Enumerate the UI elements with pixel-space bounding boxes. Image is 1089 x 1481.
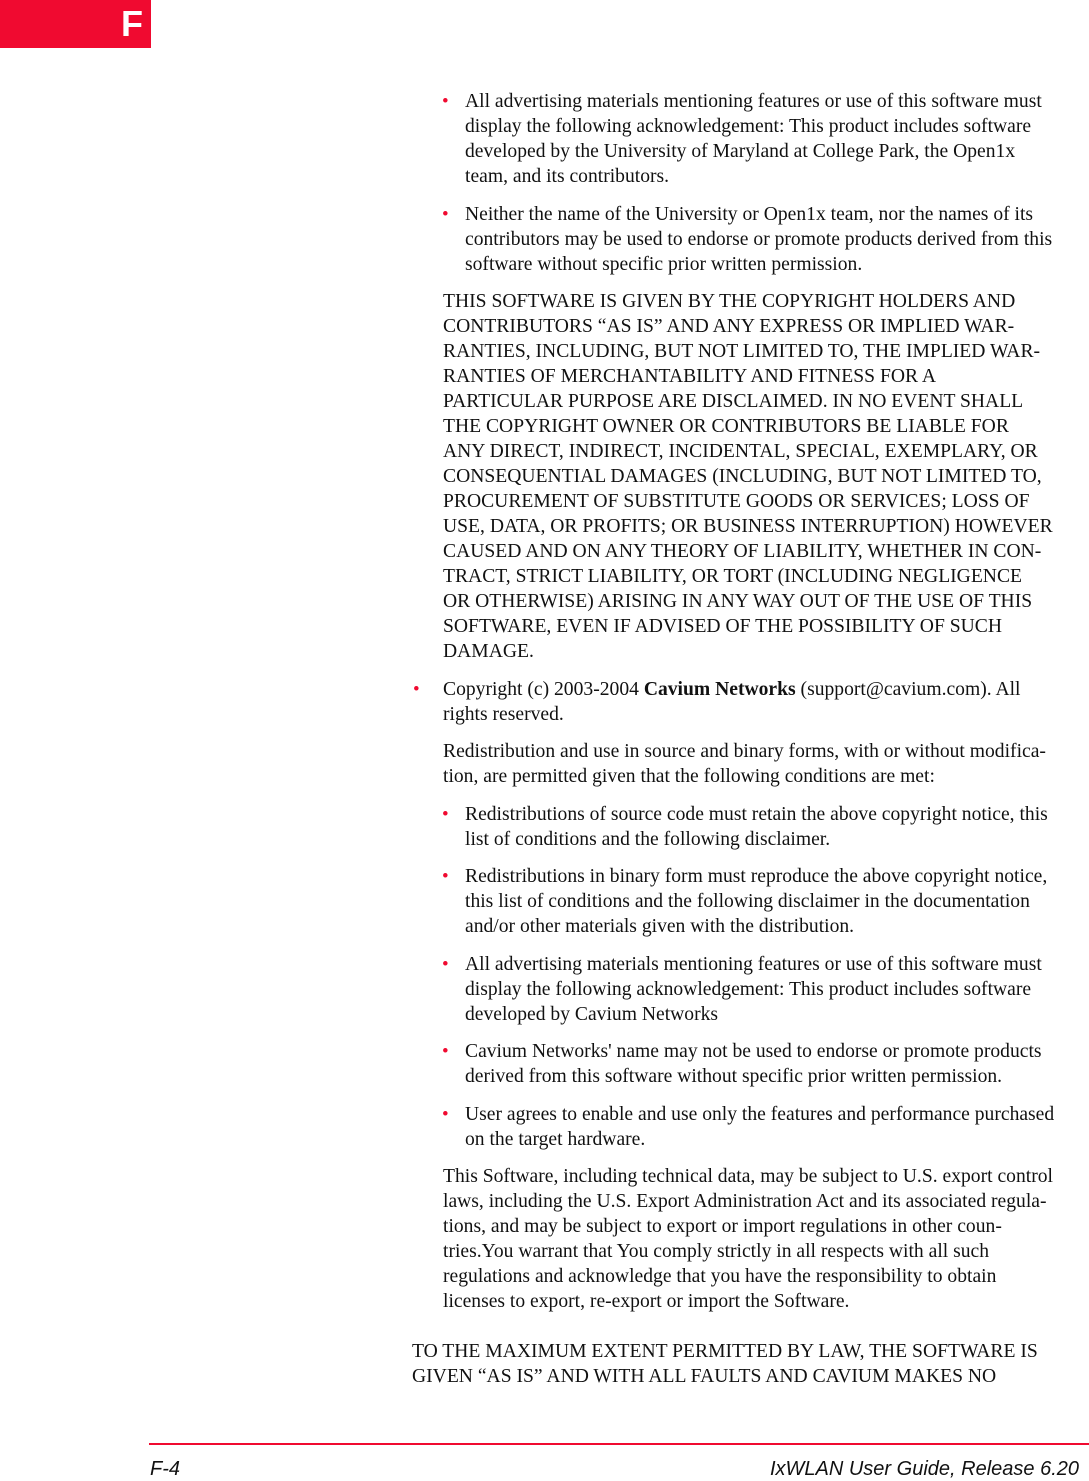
text-line: All advertising materials mentioning features or use of this software must	[465, 91, 1042, 112]
text-line: THIS SOFTWARE IS GIVEN BY THE COPYRIGHT HOLDERS AND	[443, 291, 1016, 312]
bullet-item	[465, 202, 1052, 277]
bullet-item	[465, 864, 1047, 939]
text-line: Redistributions in binary form must reproduce the above copyright notice,	[465, 866, 1048, 887]
text-line: regulations and acknowledge that you have the responsibility to obtain	[443, 1266, 997, 1287]
document-title: IxWLAN User Guide, Release 6.20	[769, 1458, 1079, 1480]
text-line: Cavium Networks' name may not be used to endorse or promote products	[465, 1041, 1042, 1062]
text-line: derived from this software without specific prior written permission.	[465, 1066, 1003, 1087]
text-line: USE, DATA, OR PROFITS; OR BUSINESS INTERRUPTION) HOWEVER	[443, 516, 1053, 537]
bullet-icon: •	[442, 954, 449, 975]
page-number: F-4	[150, 1458, 180, 1480]
text-line: CONSEQUENTIAL DAMAGES (INCLUDING, BUT NOT LIMITED TO,	[443, 466, 1042, 487]
bullet-item	[465, 1039, 1042, 1089]
text-line: developed by Cavium Networks	[465, 1004, 719, 1025]
text-line: display the following acknowledgement: This product includes software	[465, 116, 1032, 137]
bullet-icon: •	[442, 866, 449, 887]
text-line: developed by the University of Maryland at College Park, the Open1x	[465, 141, 1016, 162]
text-line: contributors may be used to endorse or promote products derived from this	[465, 229, 1053, 250]
text-line: CONTRIBUTORS “AS IS” AND ANY EXPRESS OR IMPLIED WAR-	[443, 316, 1015, 337]
text-line	[443, 677, 1021, 702]
bullet-icon: •	[442, 91, 449, 112]
chapter-letter: F	[121, 3, 143, 44]
bullet-icon: •	[413, 679, 420, 700]
text-line: PARTICULAR PURPOSE ARE DISCLAIMED. IN NO EVENT SHALL	[443, 391, 1024, 412]
paragraph	[443, 289, 1053, 664]
text-line: laws, including the U.S. Export Administration Act and its associated regula-	[443, 1191, 1047, 1212]
company-name: Cavium Networks	[643, 679, 796, 700]
text-line: Redistribution and use in source and binary forms, with or without modifica-	[443, 741, 1046, 762]
text-line: team, and its contributors.	[465, 166, 670, 187]
bullet-item	[465, 952, 1042, 1027]
text-line: on the target hardware.	[465, 1129, 646, 1150]
text-line: GIVEN “AS IS” AND WITH ALL FAULTS AND CAVIUM MAKES NO	[412, 1366, 997, 1387]
text-line: Neither the name of the University or Open1x team, nor the names of its	[465, 204, 1034, 225]
text-line: This Software, including technical data, may be subject to U.S. export control	[443, 1166, 1053, 1187]
footer-divider	[149, 1443, 1089, 1445]
text-line: User agrees to enable and use only the features and performance purchased	[465, 1104, 1055, 1125]
bullet-icon: •	[442, 204, 449, 225]
paragraph	[412, 1339, 1038, 1389]
text-line: tries.You warrant that You comply strictly in all respects with all such	[443, 1241, 990, 1262]
bullet-item	[443, 677, 1021, 727]
chapter-tab	[0, 0, 151, 48]
bullet-item	[465, 1102, 1054, 1152]
text-line: licenses to export, re-export or import the Software.	[443, 1291, 850, 1312]
paragraph	[443, 739, 1046, 789]
bullet-item	[465, 802, 1048, 852]
bullet-item	[465, 89, 1042, 189]
text-line: THE COPYRIGHT OWNER OR CONTRIBUTORS BE LIABLE FOR	[443, 416, 1009, 437]
bullet-icon: •	[442, 804, 449, 825]
paragraph	[443, 1164, 1053, 1314]
text-line: DAMAGE.	[443, 641, 534, 662]
text-line: TO THE MAXIMUM EXTENT PERMITTED BY LAW, THE SOFTWARE IS	[412, 1341, 1038, 1362]
text-line: and/or other materials given with the distribution.	[465, 916, 855, 937]
bullet-icon: •	[442, 1104, 449, 1125]
text-line: All advertising materials mentioning features or use of this software must	[465, 954, 1042, 975]
text-line: RANTIES OF MERCHANTABILITY AND FITNESS FOR A	[443, 366, 937, 387]
text-line: SOFTWARE, EVEN IF ADVISED OF THE POSSIBILITY OF SUCH	[443, 616, 1003, 637]
text-line: tions, and may be subject to export or import regulations in other coun-	[443, 1216, 1002, 1237]
text-segment: (support@cavium.com). All	[795, 679, 1021, 700]
text-line: this list of conditions and the following disclaimer in the documentation	[465, 891, 1030, 912]
text-line: tion, are permitted given that the following conditions are met:	[443, 766, 935, 787]
text-line: PROCUREMENT OF SUBSTITUTE GOODS OR SERVICES; LOSS OF	[443, 491, 1030, 512]
text-line: RANTIES, INCLUDING, BUT NOT LIMITED TO, THE IMPLIED WAR-	[443, 341, 1041, 362]
text-line: TRACT, STRICT LIABILITY, OR TORT (INCLUDING NEGLIGENCE	[443, 566, 1022, 587]
text-line: OR OTHERWISE) ARISING IN ANY WAY OUT OF THE USE OF THIS	[443, 591, 1033, 612]
bullet-icon: •	[442, 1041, 449, 1062]
text-line: Redistributions of source code must retain the above copyright notice, this	[465, 804, 1048, 825]
text-segment: Copyright (c) 2003-2004	[443, 679, 644, 700]
text-line: display the following acknowledgement: This product includes software	[465, 979, 1032, 1000]
text-line: rights reserved.	[443, 704, 564, 725]
text-line: list of conditions and the following disclaimer.	[465, 829, 831, 850]
text-line: CAUSED AND ON ANY THEORY OF LIABILITY, WHETHER IN CON-	[443, 541, 1042, 562]
text-line: ANY DIRECT, INDIRECT, INCIDENTAL, SPECIAL, EXEMPLARY, OR	[443, 441, 1038, 462]
text-line: software without specific prior written permission.	[465, 254, 863, 275]
